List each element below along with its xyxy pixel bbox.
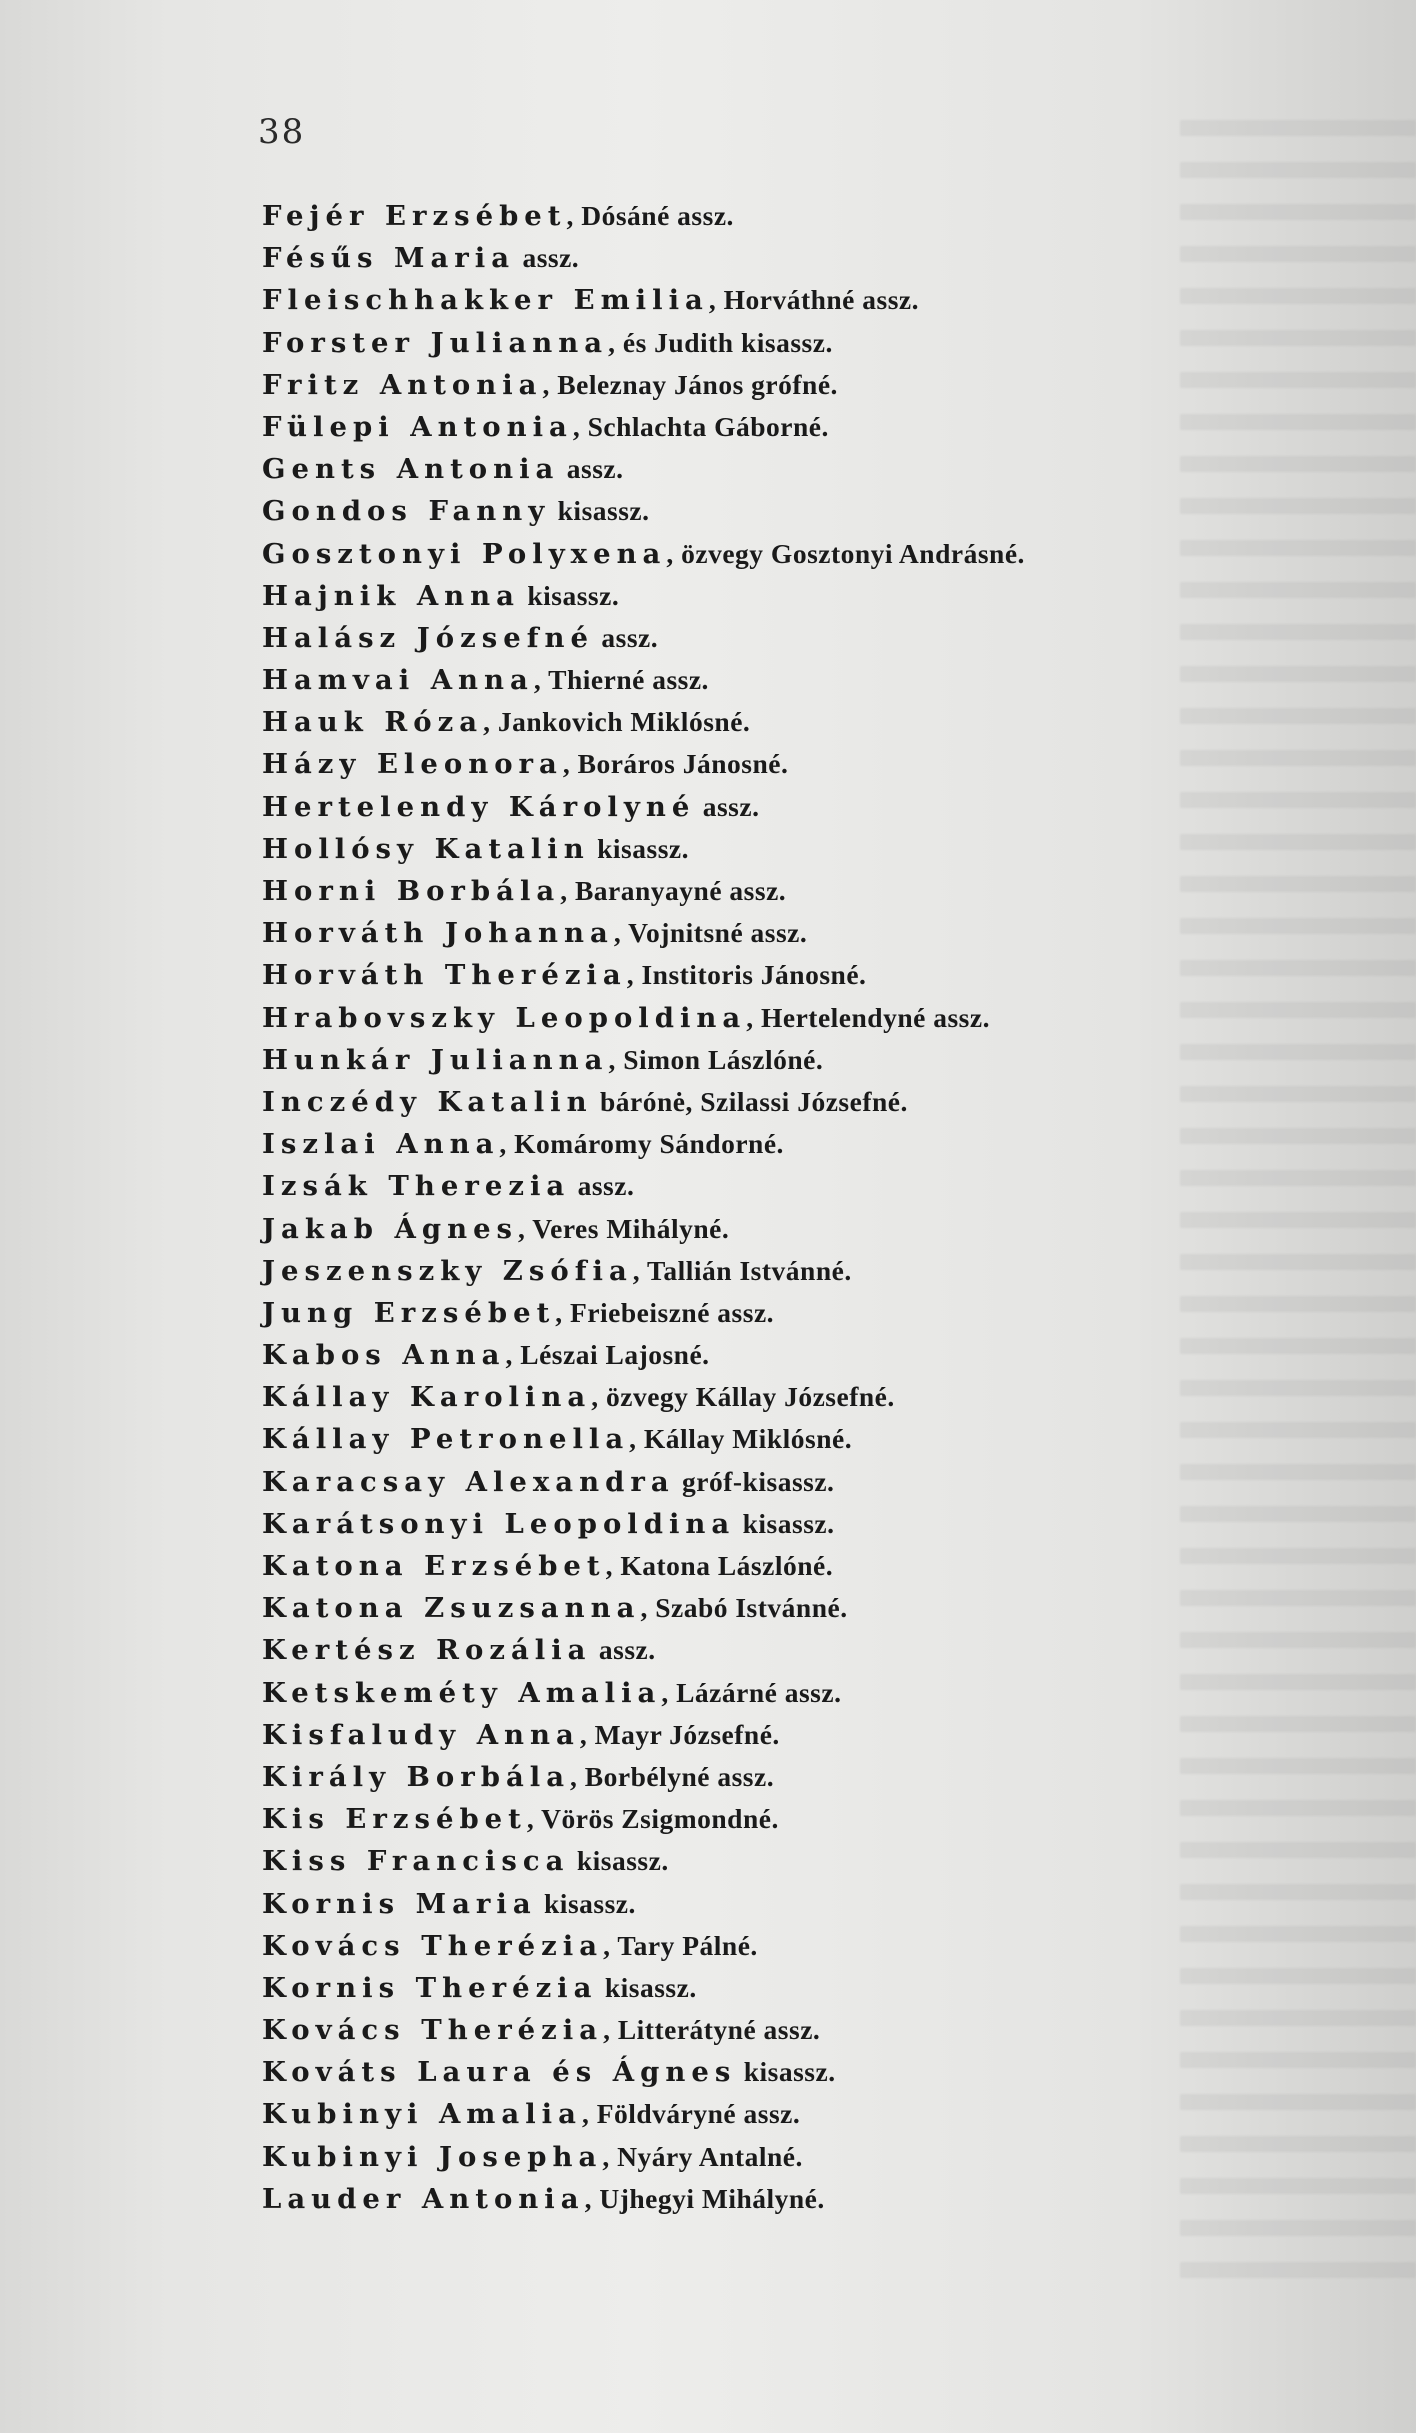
list-item xyxy=(262,1798,1162,1840)
entry-detail: assz. xyxy=(695,790,760,822)
list-item xyxy=(262,2051,1162,2093)
entry-name: Kovács Therézia xyxy=(262,2014,604,2047)
list-item xyxy=(262,870,1162,912)
entry-detail: , Baranyayné assz. xyxy=(560,875,787,906)
entry-detail: , Komáromy Sándorné. xyxy=(499,1128,784,1160)
entry-detail: , Veres Mihályné. xyxy=(518,1212,730,1244)
entry-name: Lauder Antonia xyxy=(262,2182,585,2215)
entry-detail: , Thierné assz. xyxy=(533,664,709,696)
entry-name: Forster Julianna xyxy=(262,326,609,359)
entry-name: Fülepi Antonia xyxy=(262,410,573,443)
list-item xyxy=(262,2093,1162,2135)
entry-name: Gents Antonia xyxy=(262,453,560,486)
entry-name: Izsák Therezia xyxy=(262,1170,571,1203)
list-item xyxy=(262,1629,1162,1671)
entry-detail: , Litterátyné assz. xyxy=(603,2014,821,2046)
entry-detail: kisassz. xyxy=(735,1507,835,1539)
entry-name: Karacsay Alexandra xyxy=(262,1465,675,1498)
entry-detail: , Boráros Jánosné. xyxy=(562,748,789,780)
list-item xyxy=(262,997,1162,1039)
entry-name: Fritz Antonia xyxy=(262,368,543,401)
list-item xyxy=(262,954,1162,996)
list-item xyxy=(262,490,1162,532)
entry-name: Horváth Johanna xyxy=(262,917,614,950)
entry-name: Halász Józsefné xyxy=(262,621,595,654)
list-item xyxy=(262,659,1162,701)
entry-detail: , Schlachta Gáborné. xyxy=(572,410,829,442)
list-item xyxy=(262,1756,1162,1798)
entry-detail: , Jankovich Miklósné. xyxy=(483,706,751,738)
list-item xyxy=(262,1250,1162,1292)
entry-detail: , és Judith kisassz. xyxy=(608,326,833,358)
list-item xyxy=(262,1123,1162,1165)
entry-name: Hajnik Anna xyxy=(262,579,520,612)
entry-name: Kállay Karolina xyxy=(262,1381,592,1414)
entry-detail: , özvegy Gosztonyi Andrásné. xyxy=(666,537,1025,569)
entry-detail: , Nyáry Antalné. xyxy=(602,2140,803,2172)
list-item xyxy=(262,1714,1162,1756)
entry-name: Jeszenszky Zsófia xyxy=(262,1254,633,1287)
list-item xyxy=(262,279,1162,321)
entry-detail: kisassz. xyxy=(569,1845,669,1877)
list-item xyxy=(262,1672,1162,1714)
entry-name: Jung Erzsébet xyxy=(262,1296,556,1329)
entry-detail: , Földváryné assz. xyxy=(581,2098,801,2130)
list-item xyxy=(262,533,1162,575)
entry-detail: kisassz. xyxy=(550,495,650,527)
entry-detail: kisassz. xyxy=(519,579,620,611)
entry-detail: , Szabó Istvánné. xyxy=(640,1592,848,1624)
list-item xyxy=(262,2136,1162,2178)
entry-name: Fleischhakker Emilia xyxy=(262,284,709,317)
list-item xyxy=(262,195,1162,237)
list-item xyxy=(262,1545,1162,1587)
list-item xyxy=(262,575,1162,617)
entry-name: Hauk Róza xyxy=(262,706,484,739)
entry-detail: kisassz. xyxy=(589,832,689,864)
entry-name: Karátsonyi Leopoldina xyxy=(262,1507,736,1540)
entry-name: Kállay Petronella xyxy=(262,1423,630,1456)
list-item xyxy=(262,364,1162,406)
list-item xyxy=(262,1840,1162,1882)
entry-name: Inczédy Katalin xyxy=(262,1085,593,1118)
entry-detail: kisassz. xyxy=(597,1971,697,2003)
entry-detail: , Simon Lászlóné. xyxy=(608,1043,824,1075)
list-item xyxy=(262,1039,1162,1081)
entry-name: Kornis Therézia xyxy=(262,1971,598,2004)
entry-detail: , Katona Lászlóné. xyxy=(605,1550,834,1581)
entry-name: Kiss Francisca xyxy=(262,1845,570,1878)
list-item xyxy=(262,1967,1162,2009)
entry-name: Ketskeméty Amalia xyxy=(262,1676,662,1709)
entry-detail: assz. xyxy=(559,453,624,485)
entry-detail: , Hertelendyné assz. xyxy=(746,1001,990,1033)
list-item xyxy=(262,1925,1162,1967)
entry-name: Kovács Therézia xyxy=(262,1929,604,1962)
entry-name: Kubinyi Amalia xyxy=(262,2098,582,2131)
list-item xyxy=(262,1376,1162,1418)
entry-name: Katona Zsuzsanna xyxy=(262,1592,641,1625)
entry-detail: , özvegy Kállay Józsefné. xyxy=(591,1381,895,1413)
list-item xyxy=(262,828,1162,870)
list-item xyxy=(262,701,1162,743)
entry-name: Gondos Fanny xyxy=(262,495,551,528)
list-item xyxy=(262,406,1162,448)
entry-name: Házy Eleonora xyxy=(262,748,563,781)
entry-detail: assz. xyxy=(570,1170,635,1202)
entry-name: Hertelendy Károlyné xyxy=(262,790,696,823)
list-item xyxy=(262,1334,1162,1376)
list-item xyxy=(262,1165,1162,1207)
entry-detail: assz. xyxy=(591,1634,656,1666)
name-list xyxy=(262,195,1162,2220)
entry-detail: assz. xyxy=(515,242,580,274)
show-through-bleed xyxy=(1180,120,1416,2300)
entry-detail: bárónė, Szilassi Józsefné. xyxy=(592,1085,908,1117)
list-item xyxy=(262,912,1162,954)
entry-name: Király Borbála xyxy=(262,1760,571,1793)
entry-detail: , Vojnitsné assz. xyxy=(613,917,808,949)
entry-detail: , Lészai Lajosné. xyxy=(505,1339,710,1371)
list-item xyxy=(262,1418,1162,1460)
list-item xyxy=(262,786,1162,828)
list-item xyxy=(262,617,1162,659)
entry-detail: , Tallián Istvánné. xyxy=(632,1254,852,1286)
entry-detail: , Borbélyné assz. xyxy=(570,1760,775,1792)
page-number: 38 xyxy=(258,112,306,152)
entry-detail: , Friebeiszné assz. xyxy=(555,1296,775,1328)
list-item xyxy=(262,1883,1162,1925)
entry-name: Horváth Therézia xyxy=(262,959,627,992)
entry-detail: , Ujhegyi Mihályné. xyxy=(584,2182,825,2214)
list-item xyxy=(262,1461,1162,1503)
entry-name: Iszlai Anna xyxy=(262,1128,500,1161)
list-item xyxy=(262,1587,1162,1629)
entry-detail: , Kállay Miklósné. xyxy=(629,1423,853,1455)
entry-name: Hamvai Anna xyxy=(262,664,534,697)
entry-name: Fésűs Maria xyxy=(262,242,516,275)
entry-name: Jakab Ágnes xyxy=(262,1212,519,1245)
entry-name: Hunkár Julianna xyxy=(262,1043,609,1076)
entry-detail: , Beleznay János grófné. xyxy=(542,368,838,400)
entry-detail: , Institoris Jánosné. xyxy=(626,959,867,991)
entry-name: Kubinyi Josepha xyxy=(262,2140,603,2173)
list-item xyxy=(262,1503,1162,1545)
entry-detail: , Horváthné assz. xyxy=(708,284,920,316)
entry-detail: , Mayr Józsefné. xyxy=(579,1718,780,1750)
list-item xyxy=(262,1292,1162,1334)
entry-name: Kisfaludy Anna xyxy=(262,1718,580,1751)
entry-detail: kisassz. xyxy=(536,1887,636,1919)
entry-name: Fejér Erzsébet xyxy=(262,200,567,232)
list-item xyxy=(262,1081,1162,1123)
entry-name: Kornis Maria xyxy=(262,1887,537,1920)
entry-detail: , Tary Pálné. xyxy=(603,1929,758,1961)
entry-name: Kabos Anna xyxy=(262,1339,506,1372)
list-item xyxy=(262,322,1162,364)
list-item xyxy=(262,448,1162,490)
entry-detail: gróf-kisassz. xyxy=(674,1465,835,1497)
entry-detail: , Vörös Zsigmondné. xyxy=(526,1803,779,1835)
entry-name: Kis Erzsébet xyxy=(262,1803,527,1836)
entry-name: Kováts Laura és Ágnes xyxy=(262,2056,737,2089)
list-item xyxy=(262,743,1162,785)
list-item xyxy=(262,2178,1162,2220)
entry-name: Katona Erzsébet xyxy=(262,1550,606,1582)
entry-detail: , Dósáné assz. xyxy=(566,200,734,231)
entry-detail: kisassz. xyxy=(736,2056,836,2088)
entry-detail: , Lázárné assz. xyxy=(661,1676,842,1708)
list-item xyxy=(262,2009,1162,2051)
entry-name: Hollósy Katalin xyxy=(262,832,590,865)
entry-name: Hrabovszky Leopoldina xyxy=(262,1001,747,1034)
entry-detail: assz. xyxy=(594,621,659,653)
list-item xyxy=(262,237,1162,279)
entry-name: Horni Borbála xyxy=(262,875,561,907)
entry-name: Kertész Rozália xyxy=(262,1634,592,1667)
list-item xyxy=(262,1208,1162,1250)
entry-name: Gosztonyi Polyxena xyxy=(262,537,667,570)
